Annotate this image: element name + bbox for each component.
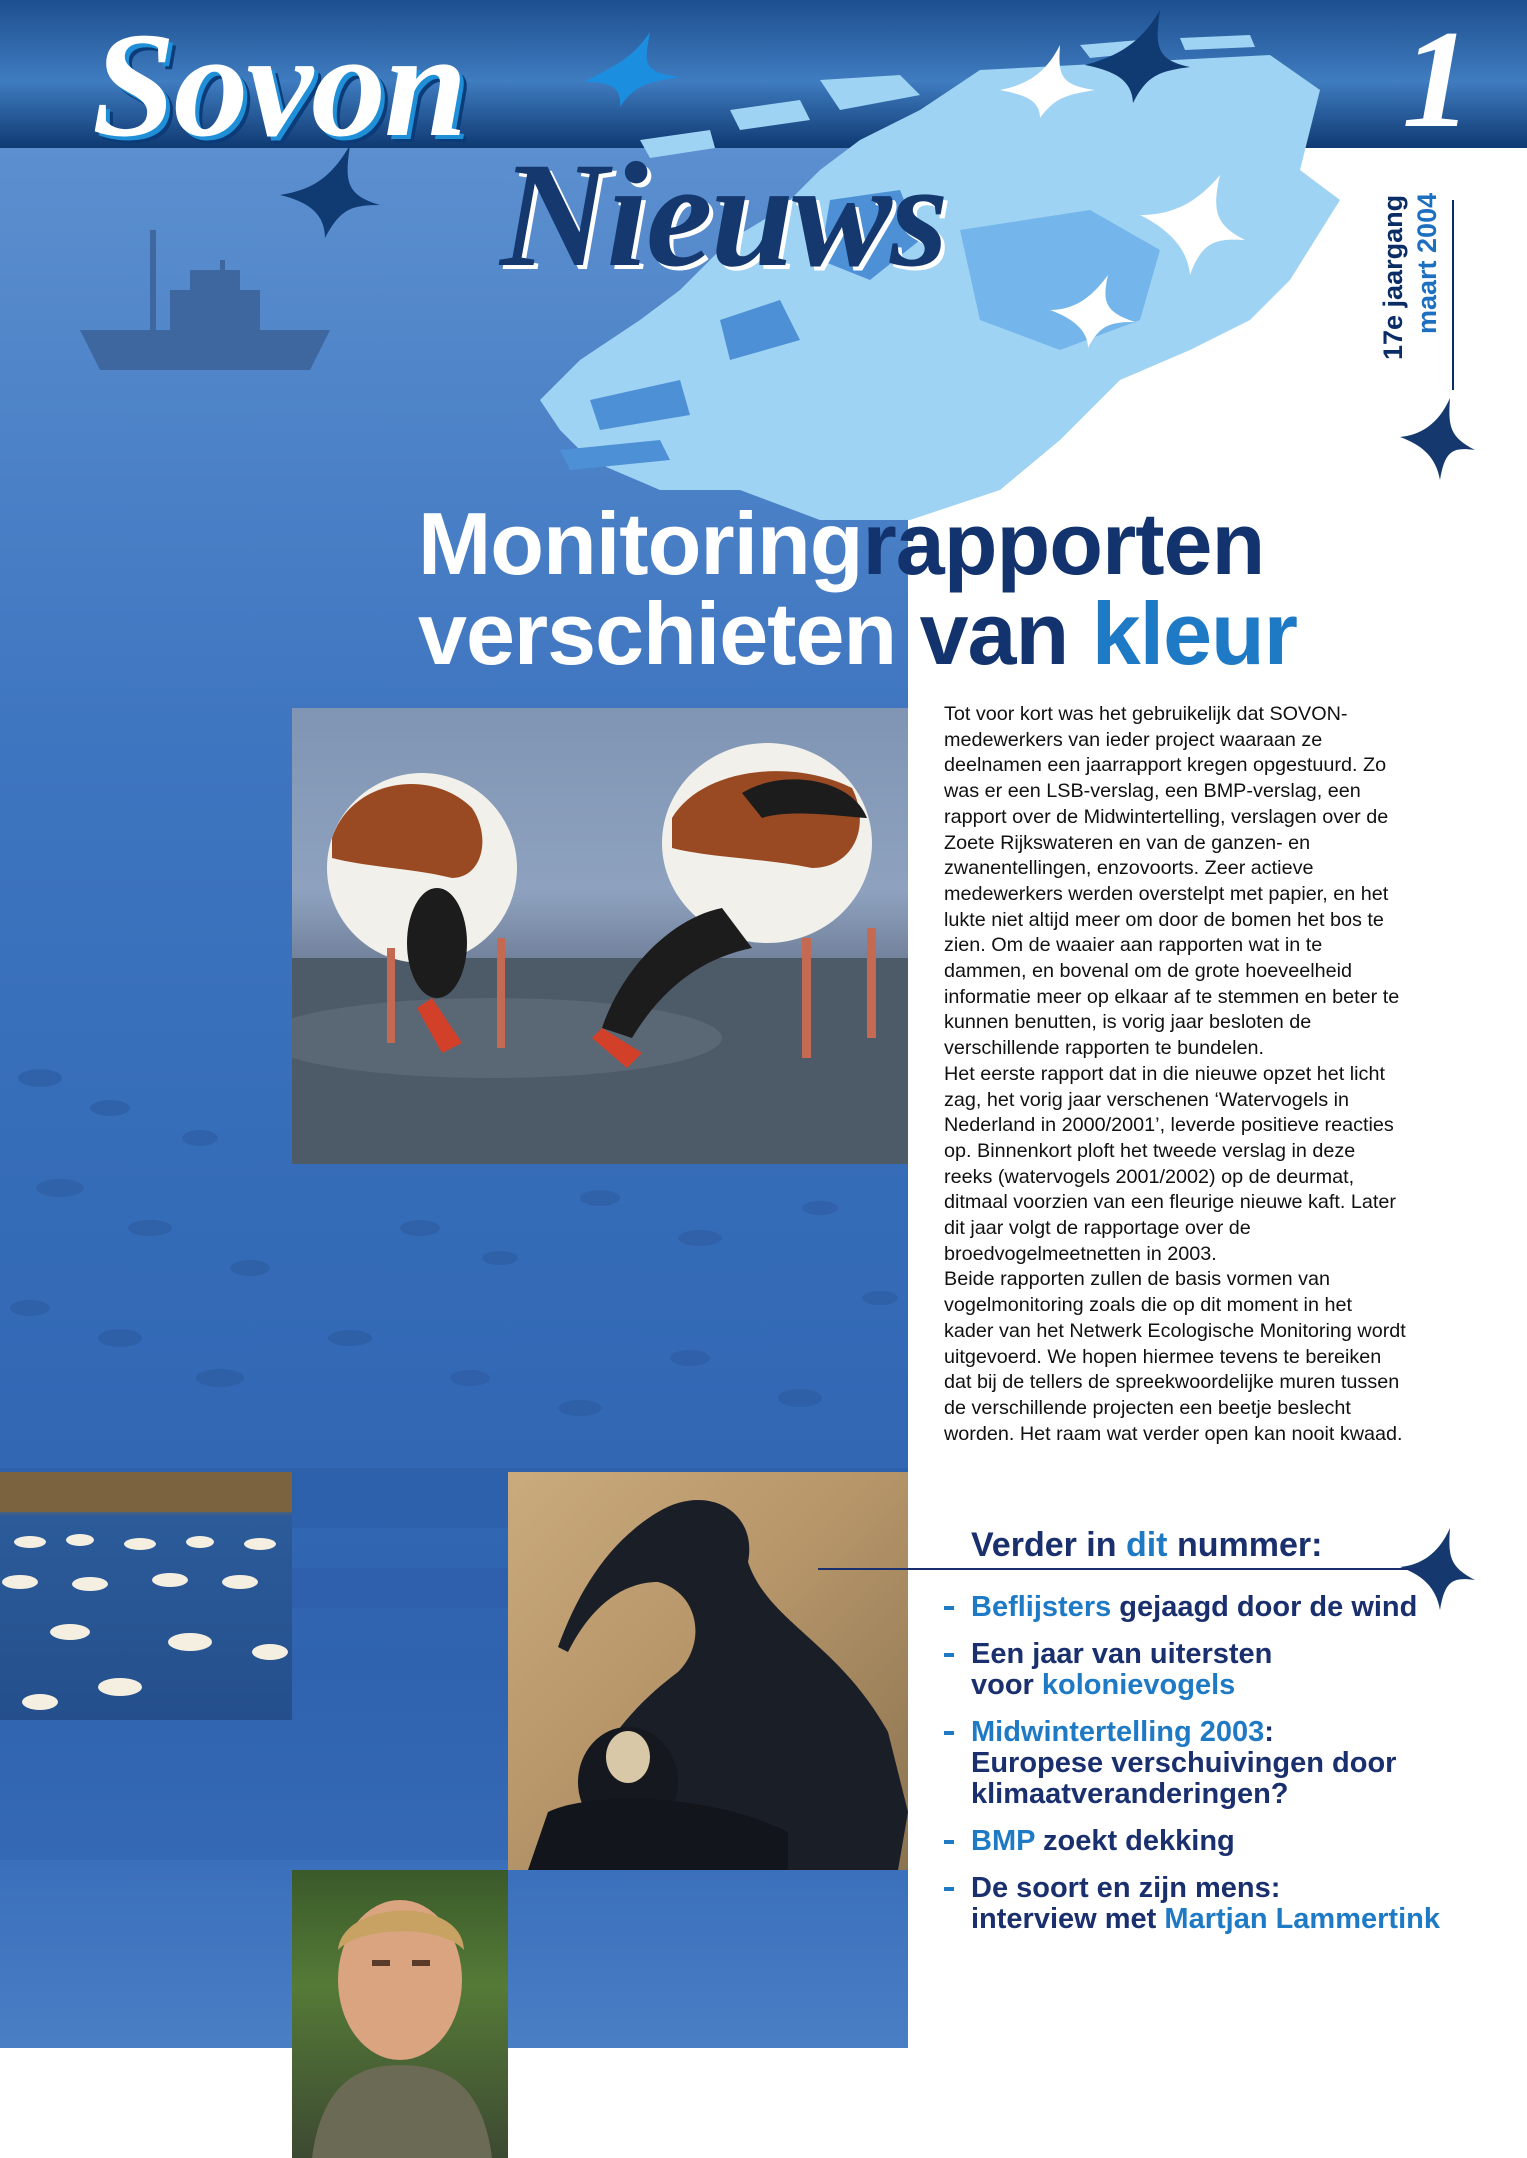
masthead-title-nieuws: Nieuws — [500, 132, 947, 298]
contents-item-line — [971, 1670, 1500, 1701]
contents-title-part: Verder in — [971, 1526, 1126, 1564]
contents-item-line — [971, 1748, 1500, 1779]
article-paragraph: Beide rapporten zullen de basis vormen van vogelmonitoring zoals die op dit moment in het kader van het Netwerk Ecologische Monitoring wordt uitgevoerd. We hopen hiermee tevens te bereiken dat bij de tellers de spreekwoordelijke muren tussen de verschillende projecten een beetje beslecht worden. Het raam wat verder open kan nooit kwaad. — [944, 1268, 1406, 1445]
contents-text: klimaatveranderingen? — [971, 1778, 1289, 1810]
contents-title-accent: dit — [1125, 1526, 1168, 1564]
date-rule — [1452, 200, 1454, 390]
masthead-title-sovon: Sovon — [92, 2, 466, 168]
contents-item-line — [971, 1639, 1500, 1670]
swallow-icon — [580, 22, 690, 112]
shelduck-photo — [292, 708, 908, 1164]
headline-line-1 — [418, 494, 1265, 593]
contents-item-line — [971, 1904, 1500, 1935]
contents-text: zoekt dekking — [1034, 1825, 1235, 1857]
contents-item — [940, 1639, 1500, 1701]
volume-label: 17e jaargang — [1378, 194, 1408, 360]
contents-highlight: BMP — [971, 1825, 1035, 1857]
issue-number: 1 — [1402, 2, 1472, 157]
bullet-icon — [944, 1653, 954, 1657]
swallow-icon — [1050, 270, 1140, 350]
contents-title — [971, 1526, 1322, 1565]
contents-item-line — [971, 1717, 1500, 1748]
bullet-icon — [944, 1731, 954, 1735]
contents-text: : — [1264, 1716, 1274, 1748]
issue-date: maart 2004 — [1412, 192, 1442, 334]
headline-part: rapporten — [862, 494, 1265, 593]
contents-item-line — [971, 1779, 1500, 1810]
bullet-icon — [944, 1606, 954, 1610]
contents-text: Europese verschuivingen door — [971, 1747, 1397, 1779]
article-paragraph: Het eerste rapport dat in die nieuwe opzet het licht zag, het vorig jaar verschenen ‘Watervogels in Nederland in 2000/2001’, leverde positieve reacties op. Binnenkort ploft het tweede verslag in deze reeks (watervogels 2001/2002) op de deurmat, ditmaal voorzien van een fleurige nieuwe kaft. Later dit jaar volgt de rapportage over de broedvogelmeetnetten in 2003. — [944, 1062, 1396, 1265]
contents-item-line — [971, 1826, 1500, 1857]
contents-item-line — [971, 1592, 1500, 1623]
contents-item — [940, 1717, 1500, 1810]
headline-part: Monitoring — [418, 494, 863, 593]
contents-list — [940, 1580, 1500, 1935]
bullet-icon — [944, 1887, 954, 1891]
contents-text: gejaagd door de wind — [1111, 1591, 1418, 1623]
swallow-icon — [1400, 395, 1480, 485]
contents-highlight: Midwintertelling 2003 — [971, 1716, 1265, 1748]
contents-text: De soort en zijn mens: — [971, 1872, 1281, 1904]
headline-line-2 — [418, 584, 1298, 683]
headline-part: kleur — [1091, 584, 1298, 683]
contents-text: interview met — [971, 1903, 1165, 1935]
swans-photo — [0, 1472, 292, 1720]
headline-part: van — [919, 584, 1069, 683]
contents-rule — [818, 1568, 1418, 1570]
bullet-icon — [944, 1840, 954, 1844]
headline-part: verschieten — [418, 584, 897, 683]
contents-highlight: kolonievogels — [1041, 1669, 1236, 1701]
swallow-icon — [1085, 5, 1195, 105]
contents-item — [940, 1826, 1500, 1857]
article-paragraph: Tot voor kort was het gebruikelijk dat SOVON-medewerkers van ieder project waaraan ze deelnamen een jaarrapport kregen opgestuurd. Zo was er een LSB-verslag, een BMP-verslag, een rapport over de Midwintertelling, verslagen over de Zoete Rijkswateren en van de ganzen- en zwanentellingen, enzovoorts. Zeer actieve medewerkers werden overstelpt met papier, en het lukte niet altijd meer om door de bomen het bos te zien. Om de waaier aan rapporten wat in te dammen, en bovenal om de grote hoeveelheid informatie meer op elkaar af te stemmen en beter te kunnen benutten, is vorig jaar besloten de verschillende rapporten te bundelen. — [944, 703, 1400, 1060]
contents-item — [940, 1592, 1500, 1623]
contents-title-part: nummer: — [1167, 1526, 1323, 1564]
portrait-photo — [292, 1870, 508, 2158]
article-body — [944, 702, 1406, 1447]
cormorant-photo — [508, 1472, 908, 1870]
swallow-icon — [1140, 170, 1250, 280]
contents-item — [940, 1873, 1500, 1935]
contents-highlight: Beflijsters — [971, 1591, 1112, 1623]
contents-text: Een jaar van uitersten — [971, 1638, 1273, 1670]
contents-item-line — [971, 1873, 1500, 1904]
contents-highlight: Martjan Lammertink — [1164, 1903, 1440, 1935]
contents-text: voor — [971, 1669, 1042, 1701]
